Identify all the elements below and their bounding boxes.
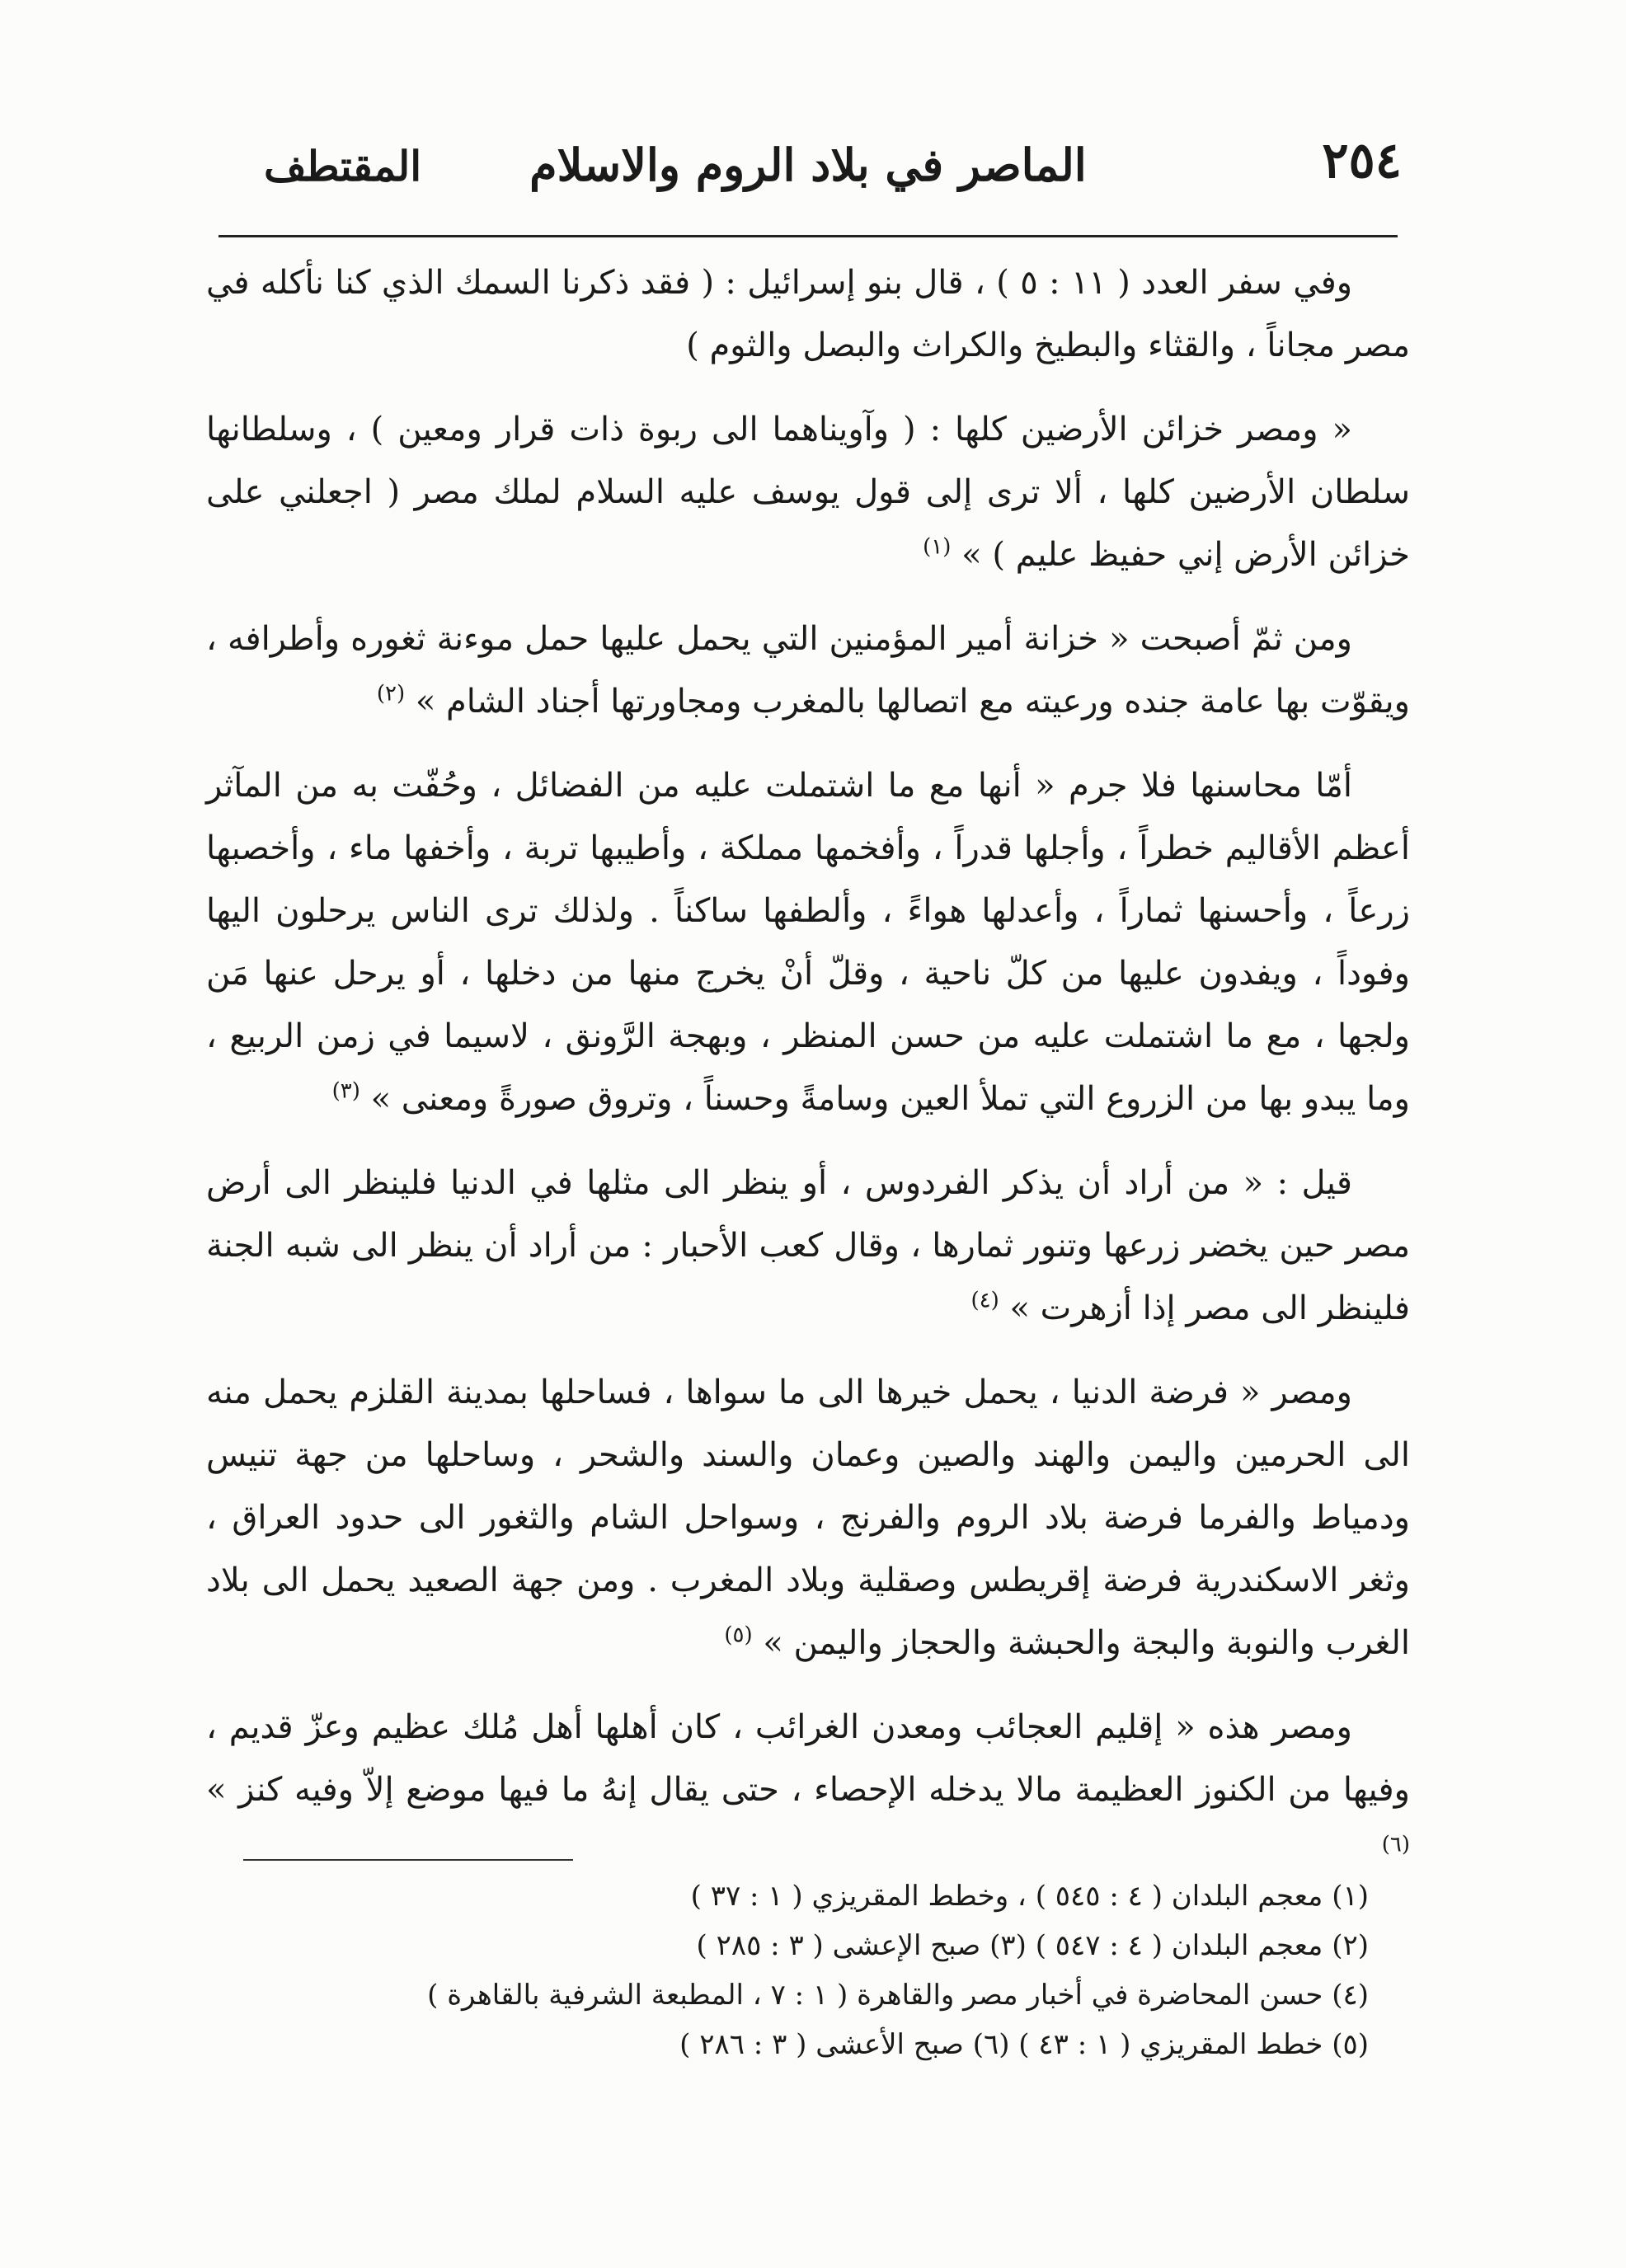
paragraph-3: [206, 608, 1410, 733]
paragraph-text: ومن ثمّ أصبحت « خزانة أمير المؤمنين التي يحمل عليها حمل موءنة ثغوره وأطرافه ، ويقوّت بها عامة جنده ورعيته مع اتصالها بالمغرب ومجاورتها أجناد الشام »: [206, 620, 1410, 721]
footnote-ref: (٤): [970, 1288, 999, 1313]
paragraph-6: [206, 1361, 1410, 1674]
footnote-ref: (٦): [1381, 1832, 1410, 1857]
paragraph-5: [206, 1152, 1410, 1340]
paragraph-text: ومصر « فرضة الدنيا ، يحمل خيرها الى ما سواها ، فساحلها بمدينة القلزم يحمل منه الى الحرمين واليمن والهند والصين وعمان والسند والشحر ، وساحلها من جهة تنيس ودمياط والفرما فرضة بلاد الروم والفرنج ، وسواحل الشام والثغور الى حدود العراق ، وثغر الاسكندرية فرضة إقريطس وصقلية وبلاد المغرب . ومن جهة الصعيد يحمل الى بلاد الغرب والنوبة والبجة والحبشة والحجاز واليمن »: [206, 1373, 1410, 1662]
header-rule: [219, 235, 1398, 237]
page-number: ٢٥٤: [1322, 132, 1402, 190]
footnote-ref: (١): [923, 534, 952, 560]
paragraph-text: وفي سفر العدد ( ١١ : ٥ ) ، قال بنو إسرائيل : ( فقد ذكرنا السمك الذي كنا نأكله في مصر مجاناً ، والقثاء والبطيخ والكراث والبصل والثوم ): [206, 264, 1410, 364]
paragraph-text: « ومصر خزائن الأرضين كلها : ( وآويناهما الى ربوة ذات قرار ومعين ) ، وسلطانها سلطان الأرضين كلها ، ألا ترى إلى قول يوسف عليه السلام لملك مصر ( اجعلني على خزائن الأرض إني حفيظ عليم ) »: [206, 411, 1410, 574]
paragraph-1: [206, 251, 1410, 377]
footnote-ref: (٣): [331, 1078, 360, 1104]
footnote-rule: [243, 1859, 573, 1861]
footnotes: [427, 1871, 1369, 2069]
paragraph-4: [206, 754, 1410, 1130]
footnote-line: (٤) حسن المحاضرة في أخبار مصر والقاهرة ( ١ : ٧ ، المطبعة الشرفية بالقاهرة ): [427, 1979, 1369, 2012]
running-title: الماصر في بلاد الروم والاسلام: [529, 139, 1087, 191]
paragraph-text: ومصر هذه « إقليم العجائب ومعدن الغرائب ، كان أهلها أهل مُلك عظيم وعزّ قديم ، وفيها من الكنوز العظيمة مالا يدخله الإحصاء ، حتى يقال إنهُ ما فيها موضع إلاّ وفيه كنز »: [206, 1708, 1410, 1809]
footnote-ref: (٢): [376, 681, 406, 707]
journal-name: المقتطف: [264, 142, 422, 190]
footnote-line: (٥) خطط المقريزي ( ١ : ٤٣ ) (٦) صبح الأعشى ( ٣ : ٢٨٦ ): [679, 2028, 1369, 2061]
paragraph-text: أمّا محاسنها فلا جرم « أنها مع ما اشتملت عليه من الفضائل ، وحُفّت به من المآثر أعظم الأقاليم خطراً ، وأجلها قدراً ، وأفخمها مملكة ، وأطيبها تربة ، وأخفها ماء ، وأخصبها زرعاً ، وأحسنها ثماراً ، وأعدلها هواءً ، وألطفها ساكناً . ولذلك ترى الناس يرحلون اليها وفوداً ، ويفدون عليها من كلّ ناحية ، وقلّ أنْ يخرج منها من دخلها ، أو يرحل عنها مَن ولجها ، مع ما اشتملت عليه من حسن المنظر ، وبهجة الرَّونق ، لاسيما في زمن الربيع ، وما يبدو بها من الزروع التي تملأ العين وسامةً وحسناً ، وتروق صورةً ومعنى »: [206, 767, 1410, 1118]
footnote-line: (٢) معجم البلدان ( ٤ : ٥٤٧ ) (٣) صبح الإعشى ( ٣ : ٢٨٥ ): [696, 1929, 1369, 1962]
page-header: [214, 124, 1402, 214]
paragraph-text: قيل : « من أراد أن يذكر الفردوس ، أو ينظر الى مثلها في الدنيا فلينظر الى أرض مصر حين يخضر زرعها وتنور ثمارها ، وقال كعب الأحبار : من أراد أن ينظر الى شبه الجنة فلينظر الى مصر إذا أزهرت »: [206, 1164, 1410, 1327]
paragraph-7: [206, 1696, 1410, 1884]
body-text: [206, 251, 1410, 1905]
paragraph-2: [206, 398, 1410, 586]
footnote-ref: (٥): [724, 1622, 753, 1648]
footnote-line: (١) معجم البلدان ( ٤ : ٥٤٥ ) ، وخطط المقريزي ( ١ : ٣٧ ): [690, 1880, 1369, 1913]
